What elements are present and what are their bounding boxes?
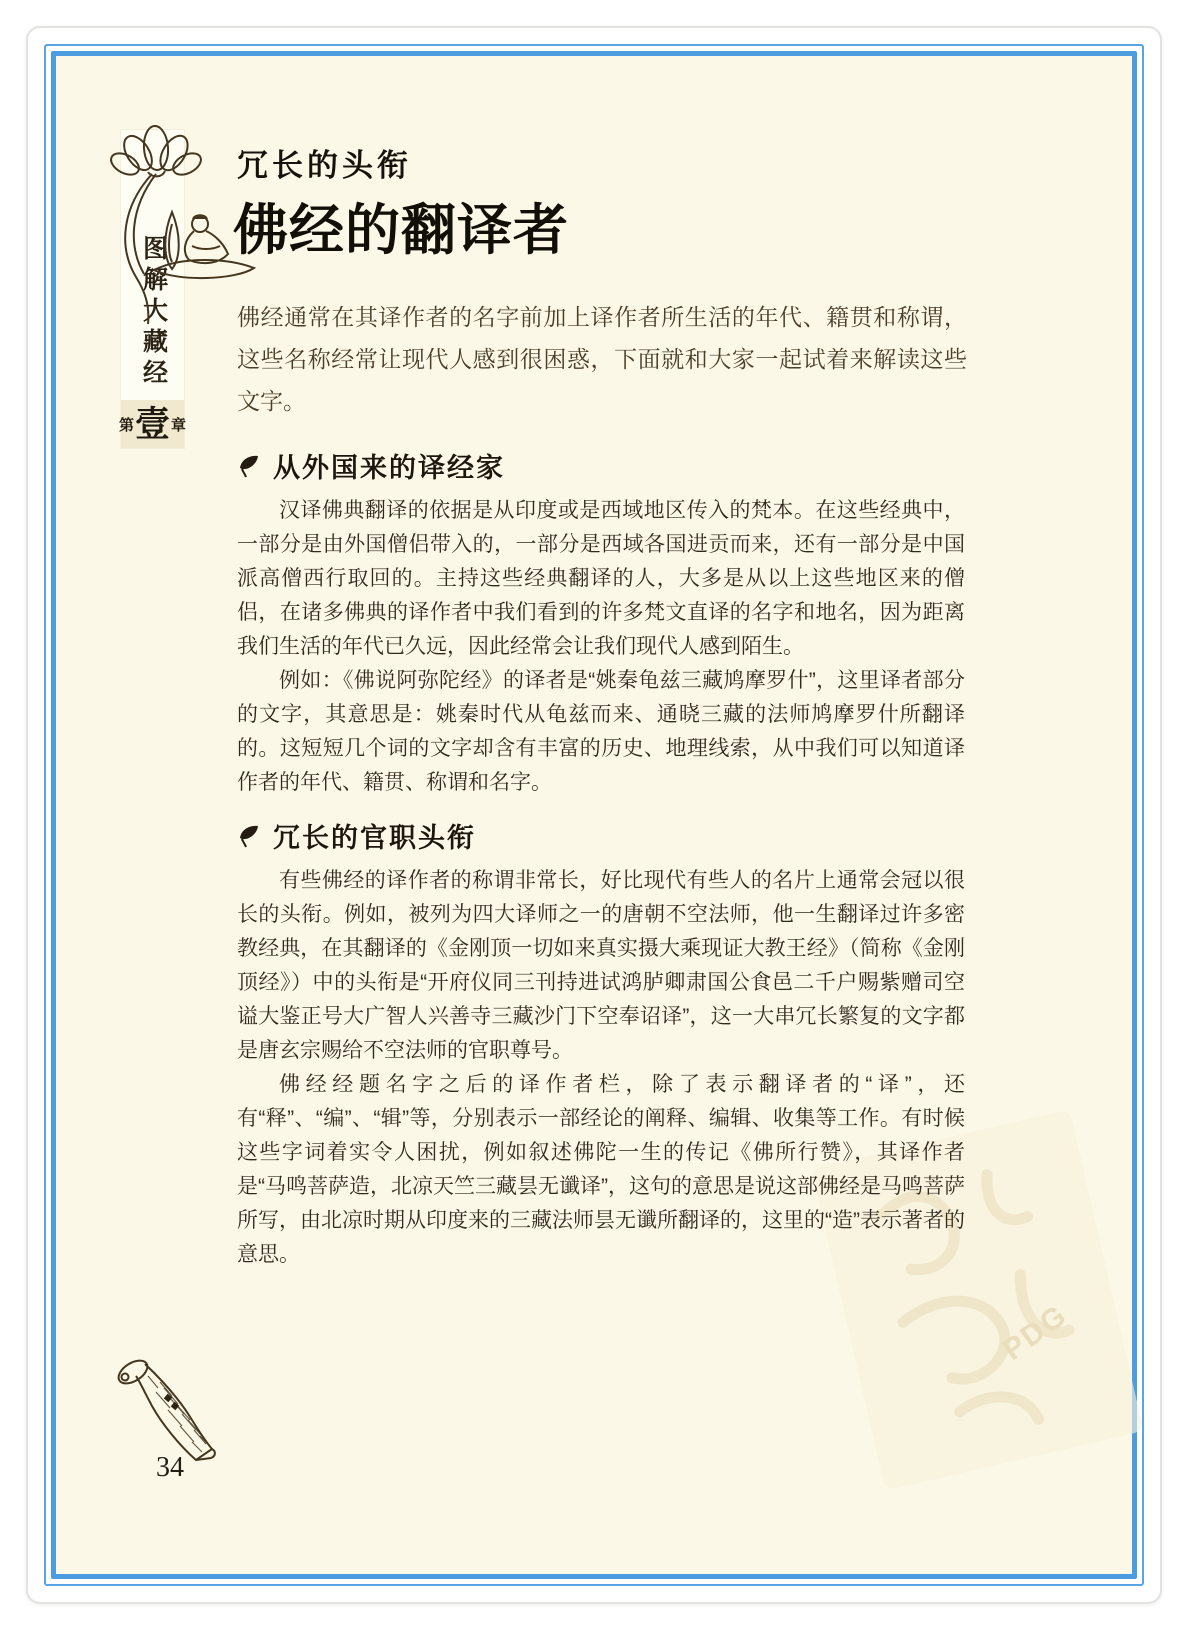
body-paragraph: 汉译佛典翻译的依据是从印度或是西域地区传入的梵本。在这些经典中，一部分是由外国僧侣带入的，一部分是西域各国进贡而来，还有一部分是中国派高僧西行取回的。主持这些经典翻译的人，大多是从以上这些地区来的僧侣，在诸多佛典的译作者中我们看到的许多梵文直译的名字和地名，因为距离我们生活的年代已久远，因此经常会让我们现代人感到陌生。 [237,499,965,658]
series-title: 图解大藏经 [139,235,167,390]
lotus-and-scholar-icon [92,112,264,337]
handscroll-icon [112,1352,237,1467]
page-subtitle: 冗长的头衔 [237,148,412,183]
page-title: 佛经的翻译者 [233,199,570,261]
section-heading-row [237,446,965,485]
page-number: 34 [156,1452,184,1483]
intro-paragraph: 佛经通常在其译作者的名字前加上译作者所生活的年代、籍贯和称谓，这些名称经常让现代人感到很困惑，下面就和大家一起试着来解读这些文字。 [237,305,967,415]
section-long-official-titles [237,816,965,1272]
body-paragraph: 有些佛经的译作者的称谓非常长，好比现代有些人的名片上通常会冠以很长的头衔。例如，被列为四大译师之一的唐朝不空法师，他一生翻译过许多密教经典，在其翻译的《金刚顶一切如来真实摄大乘现证大教王经》（简称《金刚顶经》）中的头衔是“开府仪同三刊持进试鸿胪卿肃国公食邑二千户赐紫赠司空谥大鉴正号大广智人兴善寺三藏沙门下空奉诏译”，这一大串冗长繁复的文字都是唐玄宗赐给不空法师的官职尊号。 [237,869,965,1062]
pdg-watermark-label: PDG [996,1298,1074,1367]
chapter-badge [118,400,187,448]
content-column [237,446,965,1272]
chapter-number: 壹 [135,404,171,444]
chapter-prefix: 第 [118,417,134,434]
section-heading-row [237,816,965,855]
body-paragraph: 佛经经题名字之后的译作者栏，除了表示翻译者的“译”，还有“释”、“编”、“辑”等，分别表示一部经论的阐释、编辑、收集等工作。有时候这些字词着实令人困扰，例如叙述佛陀一生的传记《佛所行赞》，其译作者是“马鸣菩萨造，北凉天竺三藏昙无谶译”，这句的意思是说这部佛经是马鸣菩萨所写，由北凉时期从印度来的三藏法师昙无谶所翻译的，这里的“造”表示著者的意思。 [237,1073,965,1266]
section-foreign-translators [237,446,965,800]
body-paragraph: 例如：《佛说阿弥陀经》的译者是“姚秦龟兹三藏鸠摩罗什”，这里译者部分的文字，其意思是：姚秦时代从龟兹而来、通晓三藏的法师鸠摩罗什所翻译的。这短短几个词的文字却含有丰富的历史、地理线索，从中我们可以知道译作者的年代、籍贯、称谓和名字。 [237,669,965,794]
ink-leaf-icon [237,453,260,478]
section-heading: 冗长的官职头衔 [273,823,476,853]
chapter-suffix: 章 [171,417,187,434]
ink-leaf-icon [237,823,260,848]
section-heading: 从外国来的译经家 [273,453,505,483]
